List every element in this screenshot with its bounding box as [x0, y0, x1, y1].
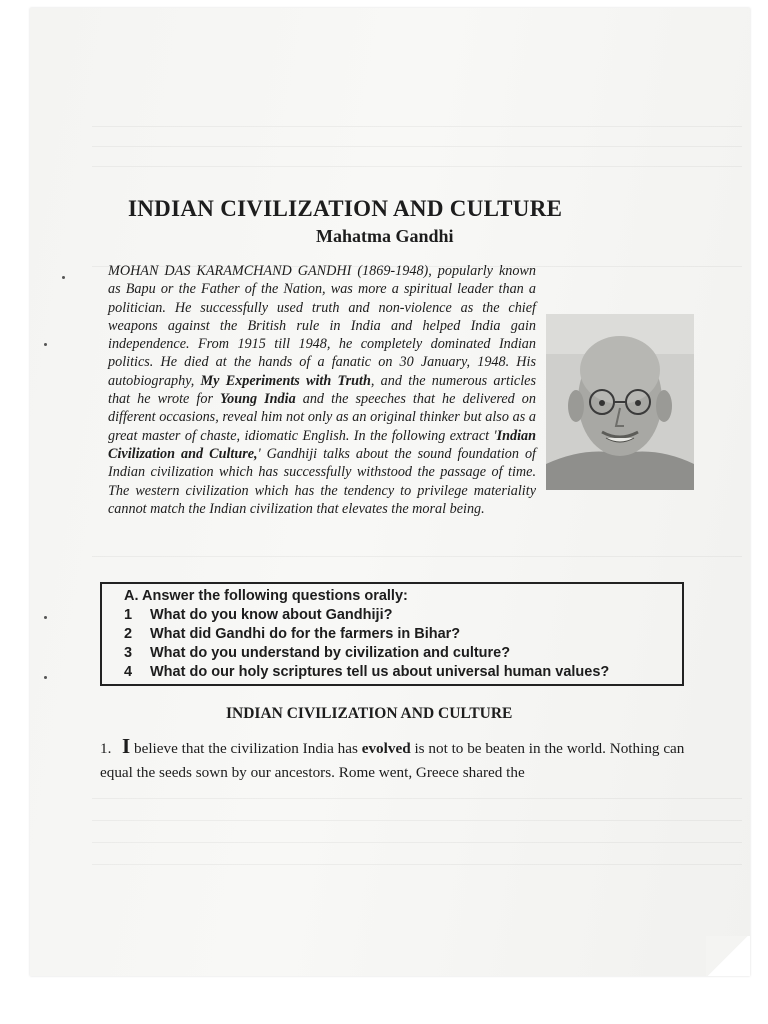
section-heading: INDIAN CIVILIZATION AND CULTURE [226, 705, 513, 722]
intro-text: and the speeches that he delivered on different occasions, reveal him not only as an original thinker but also as a great master of chaste, idiomatic English. In the following extract ' [108, 391, 536, 444]
question-text: What do you know about Gandhiji? [150, 607, 393, 623]
question-item [124, 626, 460, 642]
intro-text: MOHAN DAS KARAMCHAND GANDHI (1869-1948), popularly known as Bapu or the Father of the Nation, was more a spiritual leader than a politician. He successfully used truth and non-violence as the chief weapons against the British rule in India and helped India gain independence. From 1915 till 1948, he completely dominated Indian politics. He died at the hands of a fanatic on 30 January, 1948. His autobiography, [108, 263, 536, 389]
author-name: Mahatma Gandhi [316, 226, 454, 246]
question-item [124, 664, 609, 680]
question-number: 1 [124, 607, 133, 623]
gandhi-portrait-photo [546, 314, 694, 490]
page-curl [706, 936, 750, 976]
question-text: What did Gandhi do for the farmers in Bihar? [150, 626, 461, 642]
scan-dot [44, 343, 47, 346]
body-paragraph [100, 734, 688, 785]
bleed-through-line [92, 146, 742, 147]
intro-text: ' Gandhiji talks about the sound foundation of Indian civilization which has successfully withstood the passage of time. The western civilization which has the tendency to privilege materiality cannot match the Indian civilization that elevates the moral being. [108, 445, 536, 517]
intro-text: , and the numerous articles that he wrote for [108, 372, 536, 408]
publication-name: Young India [220, 391, 296, 408]
bleed-through-line [92, 126, 742, 127]
extract-title: Indian Civilization and Culture, [108, 427, 536, 462]
oral-questions-box [100, 582, 684, 686]
questions-heading: A. Answer the following questions orally: [124, 588, 408, 604]
paragraph-text: believe that the civilization India has [130, 740, 362, 757]
question-number: 4 [124, 664, 133, 680]
bleed-through-line [92, 556, 742, 557]
question-text: What do our holy scriptures tell us about universal human values? [150, 664, 610, 680]
bleed-through-line [92, 842, 742, 843]
question-text: What do you understand by civilization and culture? [150, 645, 511, 661]
book-title-autobiography: My Experiments with Truth [200, 372, 371, 389]
bleed-through-line [92, 166, 742, 167]
bleed-through-line [92, 820, 742, 821]
paragraph-text: is not to be beaten in the world. Nothing can equal the seeds sown by our ancestors. Rome went, Greece shared the [100, 740, 685, 781]
question-item [124, 607, 392, 623]
bleed-through-line [92, 864, 742, 865]
scan-dot [44, 616, 47, 619]
paragraph-initial: I [122, 734, 131, 758]
scan-dot [44, 676, 47, 679]
author-introduction [108, 262, 696, 518]
question-number: 2 [124, 626, 133, 642]
scan-dot [62, 276, 65, 279]
question-number: 3 [124, 645, 133, 661]
bleed-through-line [92, 798, 742, 799]
question-item [124, 645, 510, 661]
paragraph-number: 1. [100, 740, 112, 757]
paragraph-emphasis: evolved [361, 740, 411, 757]
page-title: INDIAN CIVILIZATION AND CULTURE [128, 196, 563, 221]
